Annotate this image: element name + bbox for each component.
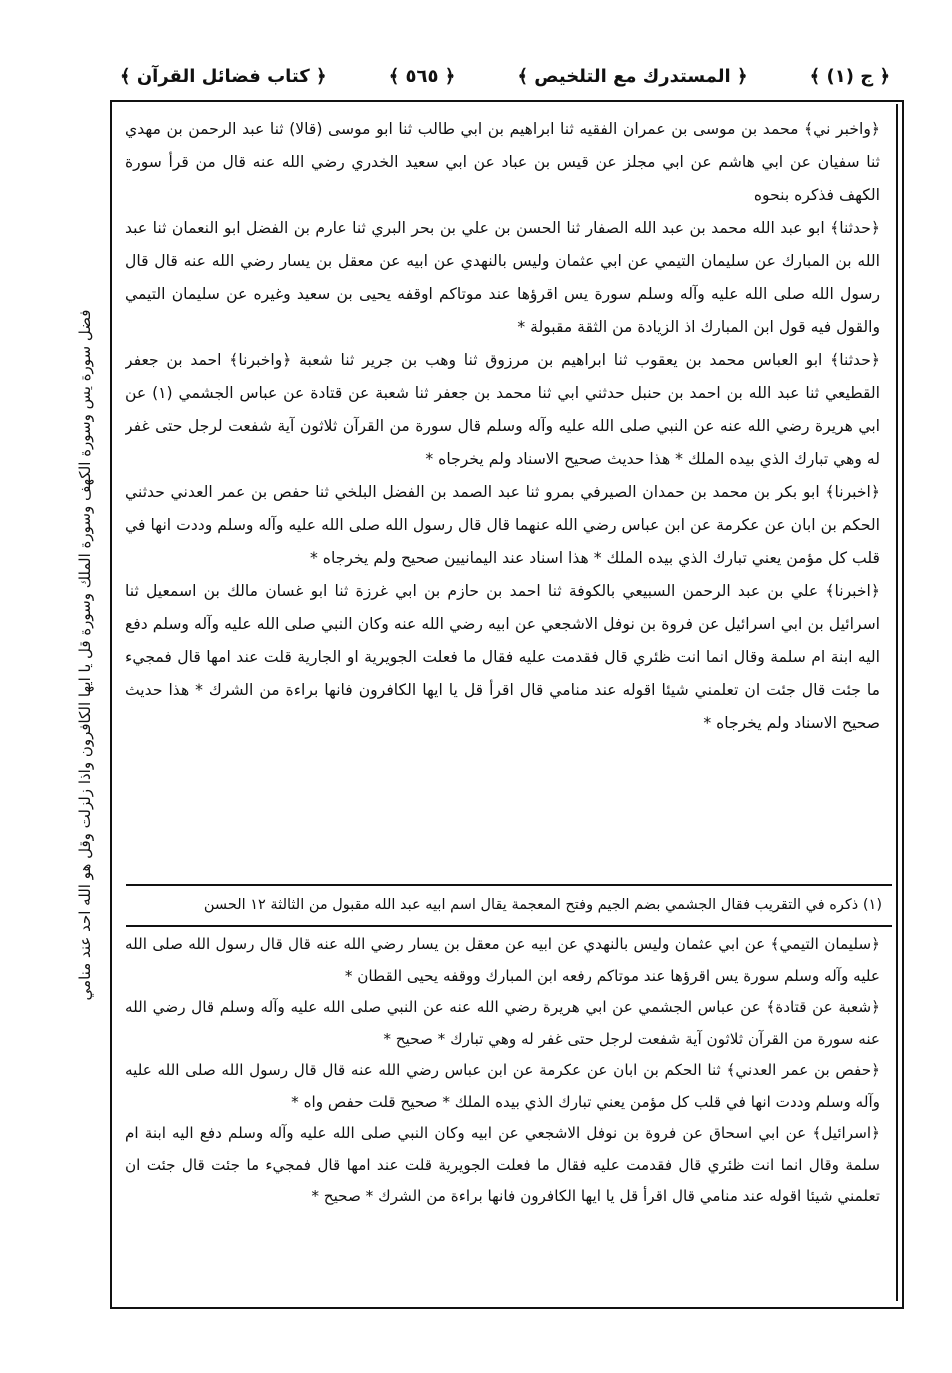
talkhis-text bbox=[125, 929, 880, 1299]
hadith-paragraph: ﴿واخبر ني﴾ محمد بن موسى بن عمران الفقيه ثنا ابراهيم بن ابي طالب ثنا ابو موسى (قالا) ثنا عبد الرحمن بن مهدي ثنا سفيان عن ابي هاشم عن ابي مجلز عن قيس بن عباد عن ابي سعيد الخدري رضي الله عنه قال من قرأ سورة الكهف فذكره بنحوه bbox=[125, 120, 880, 204]
hadith-paragraph: ﴿حدثنا﴾ ابو عبد الله محمد بن عبد الله الصفار ثنا الحسن بن علي بن بحر البري ثنا عارم بن الفضل ابو النعمان ثنا عبد الله بن المبارك عن سليمان التيمي عن ابي عثمان وليس بالنهدي عن ابيه عن معقل بن يسار رضي الله عنه قال قال رسول الله صلى الله عليه وآله وسلم سورة يس اقرؤها عند موتاكم اوقفه يحيى بن سعيد وغيره عن سليمان التيمي والقول فيه قول ابن المبارك اذ الزيادة من الثقة مقبولة * bbox=[125, 219, 880, 336]
volume-number: ﴿ ج (١) ﴾ bbox=[809, 65, 890, 87]
talkhis-paragraph: ﴿اسرائيل﴾ عن ابي اسحاق عن فروة بن نوفل الاشجعي عن ابيه وكان النبي صلى الله عليه وآله وسلم دفع اليه ابنة ام سلمة وقال انما انت ظئري قال فقدمت عليه فقال ما فعلت الجويرية قلت عند امها قال فمجيء ما جئت قال جئت ان تعلمني شيئا اقوله عند منامي قال اقرأ قل يا ايها الكافرون فانها براءة من الشرك * صحيح * bbox=[125, 1124, 880, 1205]
hadith-paragraph: ﴿اخبرنا﴾ ابو بكر بن محمد بن حمدان الصيرفي بمرو ثنا عبد الصمد بن الفضل البلخي ثنا حفص بن عمر العدني حدثني الحكم بن ابان عن عكرمة عن ابن عباس رضي الله عنهما قال قال رسول الله صلى الله عليه وآله وسلم وددت انها في قلب كل مؤمن يعني تبارك الذي بيده الملك * هذا اسناد عند اليمانيين صحيح ولم يخرجاه * bbox=[125, 483, 880, 567]
talkhis-divider bbox=[126, 925, 892, 927]
margin-note: فضل سورة يس وسورة الكهف وسورة الملك وسورة قل يا ايها الكافرون واذا زلزلت وقل هو الله احد عند منامي bbox=[76, 309, 94, 1001]
page-number: ﴿ ٥٦٥ ﴾ bbox=[388, 65, 456, 87]
talkhis-paragraph: ﴿حفص بن عمر العدني﴾ ثنا الحكم بن ابان عن عكرمة عن ابن عباس رضي الله عنه قال قال رسول الله صلى الله عليه وآله وسلم وددت انها في قلب كل مؤمن يعني تبارك الذي بيده الملك * صحيح قلت حفص واه * bbox=[125, 1061, 880, 1111]
talkhis-paragraph: ﴿شعبة عن قتادة﴾ عن عباس الجشمي عن ابي هريرة رضي الله عنه عن النبي صلى الله عليه وآله وسلم قال رضي الله عنه سورة من القرآن ثلاثون آية شفعت لرجل حتى غفر له وهي تبارك * صحيح * bbox=[125, 998, 880, 1048]
margin-note-column bbox=[68, 100, 102, 1210]
hadith-paragraph: ﴿اخبرنا﴾ علي بن عبد الرحمن السبيعي بالكوفة ثنا احمد بن حازم بن ابي غرزة ثنا ابو غسان مالك بن اسمعيل ثنا اسرائيل بن ابي اسرائيل عن فروة بن نوفل الاشجعي عن ابيه رضي الله عنه وكان النبي صلى الله عليه وآله وسلم دفع اليه ابنة ام سلمة وقال انما انت ظئري قال فقدمت عليه فقال ما فعلت الجويرية او الجارية قلت عند امها قال فمجيء ما جئت قال جئت ان تعلمني شيئا اقوله عند منامي قال اقرأ قل يا ايها الكافرون فانها براءة من الشرك * هذا حديث صحيح الاسناد ولم يخرجاه * bbox=[125, 582, 880, 732]
main-text bbox=[125, 113, 880, 883]
hadith-paragraph: ﴿حدثنا﴾ ابو العباس محمد بن يعقوب ثنا ابراهيم بن مرزوق ثنا وهب بن جرير ثنا شعبة ﴿واخبرنا﴾ احمد بن جعفر القطيعي ثنا عبد الله بن احمد بن حنبل حدثني ابي ثنا محمد بن جعفر ثنا شعبة عن قتادة عن عباس الجشمي (١) عن ابي هريرة رضي الله عنه عن النبي صلى الله عليه وآله وسلم قال سورة من القرآن ثلاثون آية شفعت لرجل حتى غفر له وهي تبارك الذي بيده الملك * هذا حديث صحيح الاسناد ولم يخرجاه * bbox=[125, 351, 880, 468]
chapter-title: ﴿ كتاب فضائل القرآن ﴾ bbox=[120, 65, 327, 87]
footnote-divider bbox=[126, 884, 892, 886]
running-header bbox=[120, 58, 890, 94]
talkhis-paragraph: ﴿سليمان التيمي﴾ عن ابي عثمان وليس بالنهدي عن ابيه عن معقل بن يسار رضي الله عنه قال قال رسول الله صلى الله عليه وآله وسلم سورة يس اقرؤها عند موتاكم رفعه ابن المبارك ووقفه يحيى القطان * bbox=[125, 935, 880, 985]
footnote: (١) ذكره في التقريب فقال الجشمي بضم الجيم وفتح المعجمة يقال اسم ابيه عبد الله مقبول من الثالثة ١٢ الحسن bbox=[203, 897, 882, 913]
book-title: ﴿ المستدرك مع التلخيص ﴾ bbox=[517, 65, 748, 87]
